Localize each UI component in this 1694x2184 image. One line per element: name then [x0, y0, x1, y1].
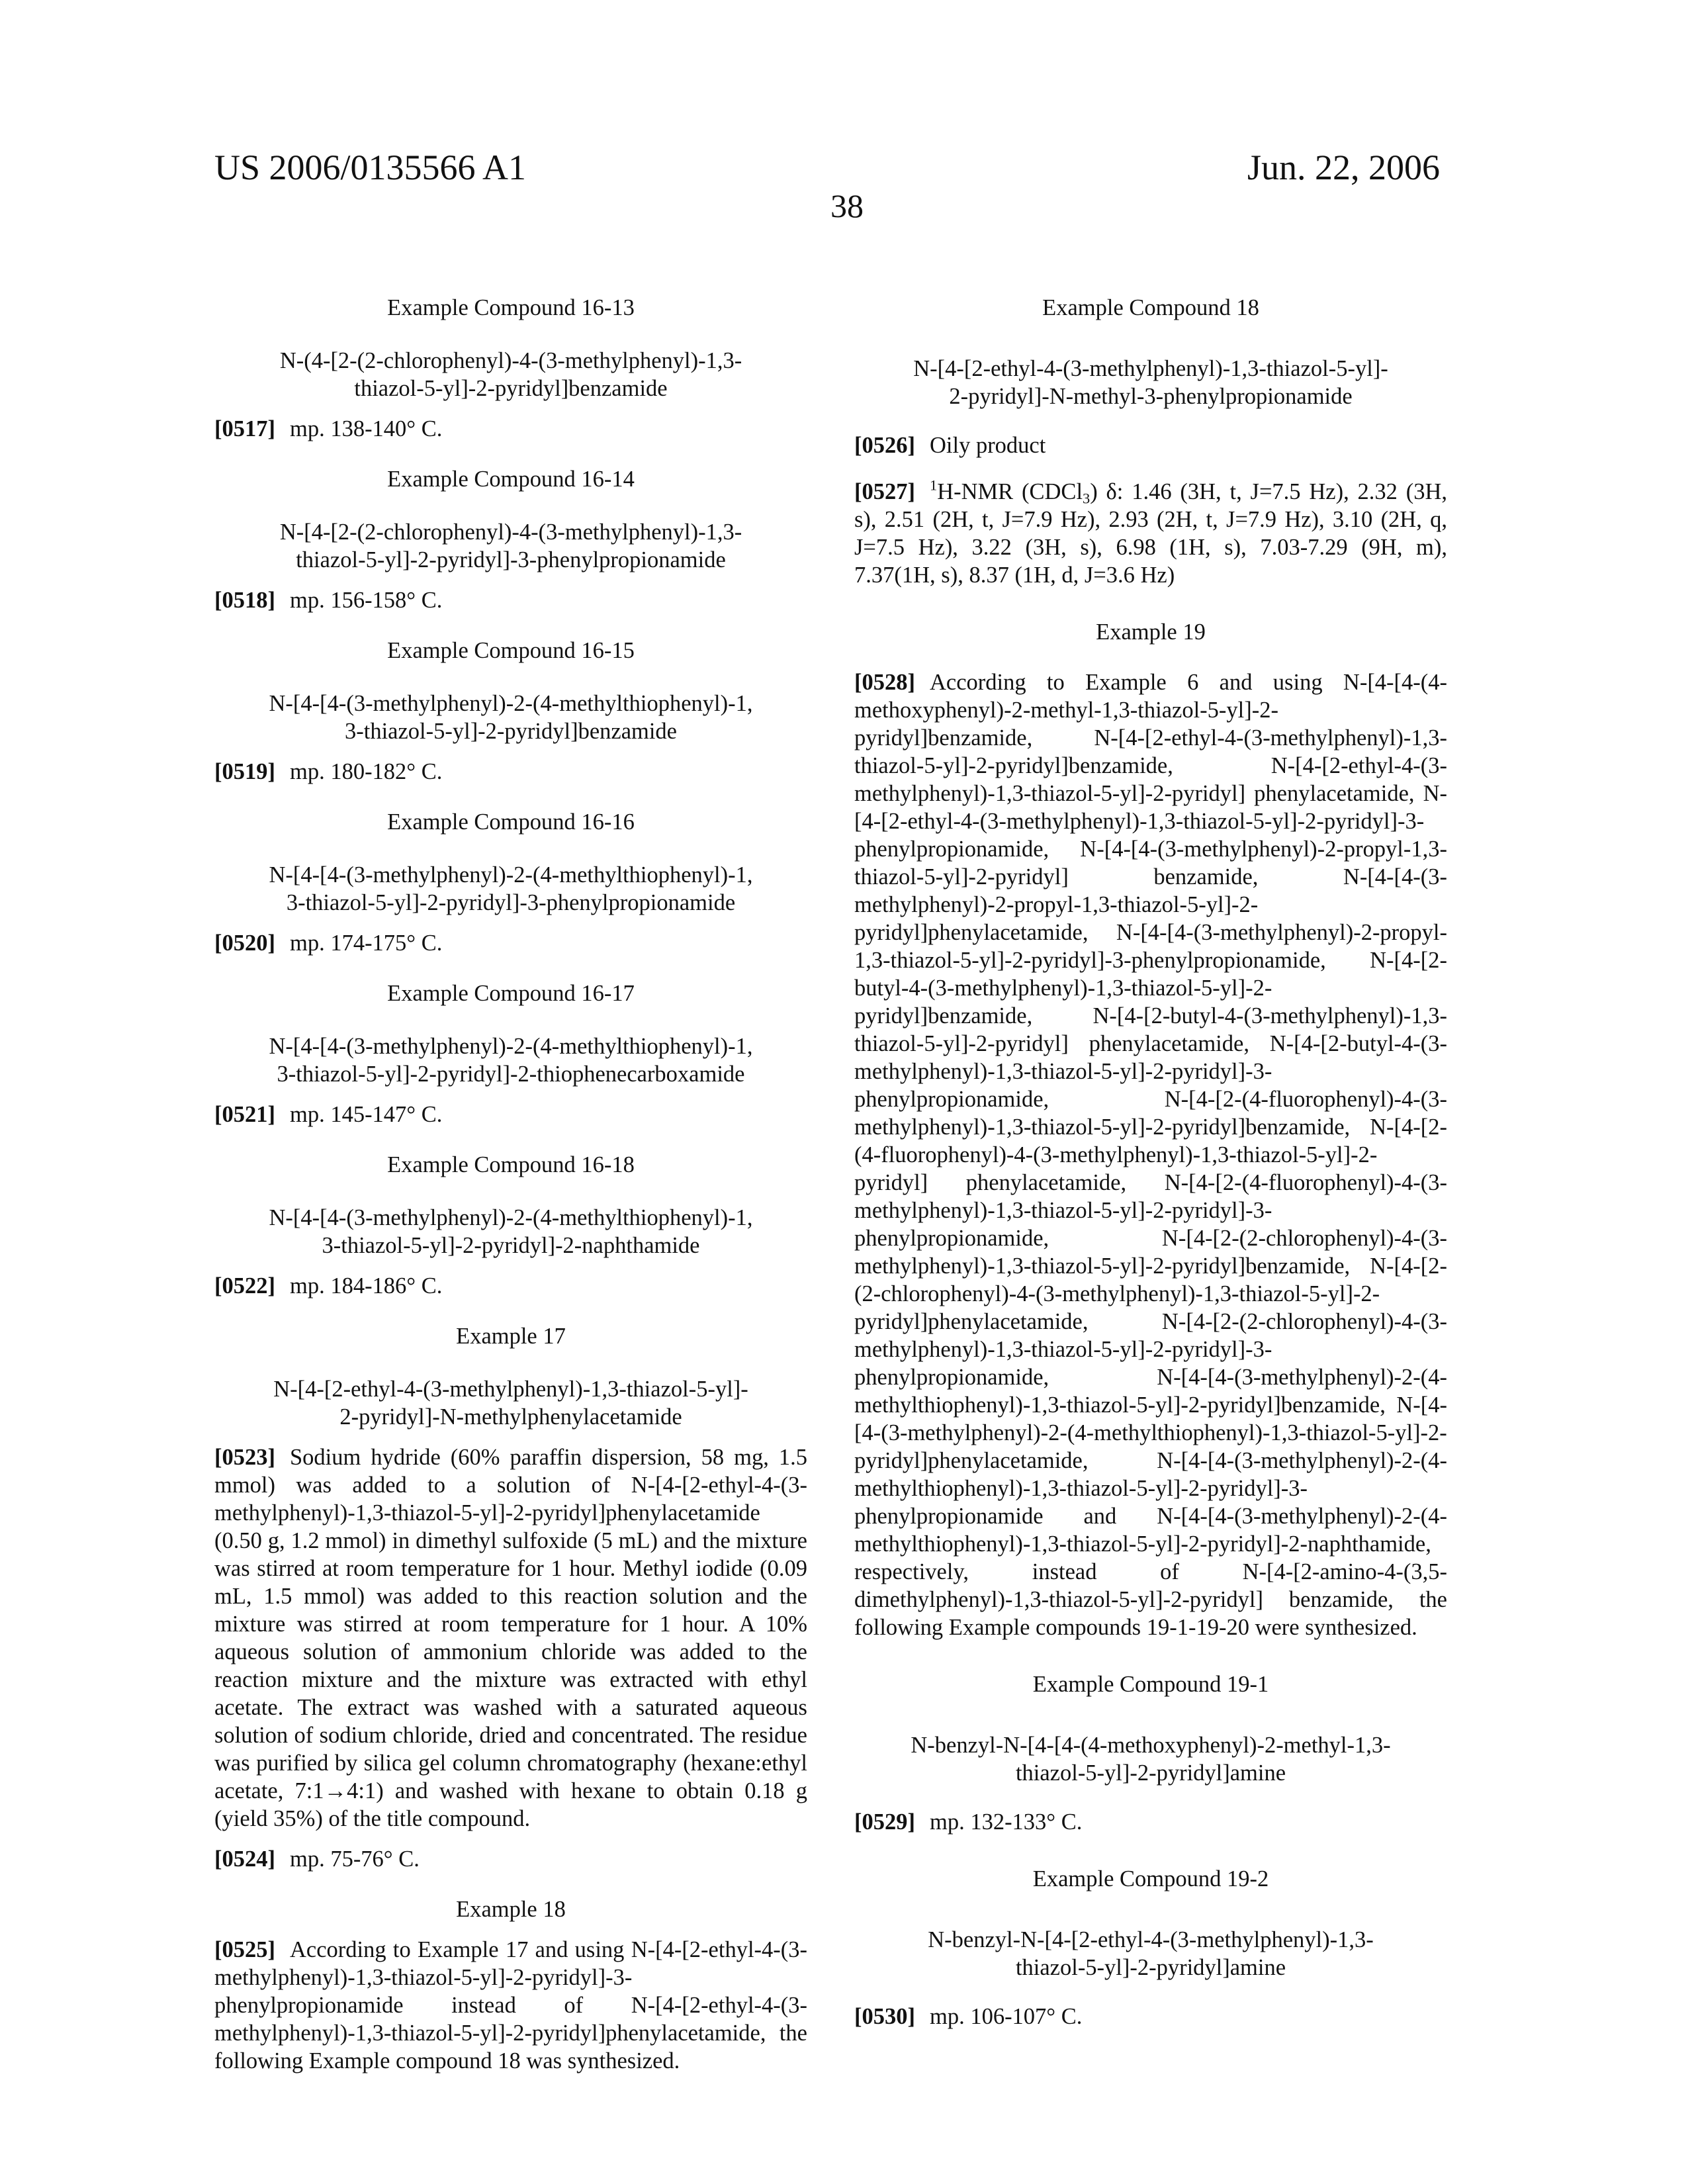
compound-name-line: N-[4-[2-ethyl-4-(3-methylphenyl)-1,3-thiazol-5-yl]-: [214, 1375, 807, 1403]
compound-name-line: N-[4-[4-(3-methylphenyl)-2-(4-methylthiophenyl)-1,: [214, 1032, 807, 1060]
publication-date: Jun. 22, 2006: [1247, 147, 1440, 188]
paragraph-number: [0523]: [214, 1445, 275, 1470]
compound-name-line: 2-pyridyl]-N-methylphenylacetamide: [214, 1403, 807, 1431]
compound-name-line: N-(4-[2-(2-chlorophenyl)-4-(3-methylphenyl)-1,3-: [214, 347, 807, 375]
nmr-prefix: H-NMR (CDCl: [937, 479, 1083, 504]
paragraph-number: [0522]: [214, 1273, 275, 1298]
paragraph: [214, 929, 807, 957]
section-heading: Example 19: [854, 618, 1447, 646]
paragraph-text: mp. 145-147° C.: [290, 1102, 442, 1127]
paragraph-number: [0528]: [854, 670, 915, 695]
compound-name-line: N-[4-[4-(3-methylphenyl)-2-(4-methylthiophenyl)-1,: [214, 861, 807, 889]
section-heading: Example Compound 16-16: [214, 808, 807, 836]
compound-name-line: 3-thiazol-5-yl]-2-pyridyl]benzamide: [214, 717, 807, 745]
compound-name: [214, 1032, 807, 1088]
compound-name-line: N-benzyl-N-[4-[2-ethyl-4-(3-methylphenyl)-1,3-: [854, 1926, 1447, 1954]
paragraph-number: [0521]: [214, 1102, 275, 1127]
compound-name-line: N-[4-[2-(2-chlorophenyl)-4-(3-methylphenyl)-1,3-: [214, 518, 807, 546]
paragraph: [214, 758, 807, 786]
compound-name: [214, 1375, 807, 1431]
section-heading: Example Compound 16-13: [214, 294, 807, 322]
paragraph: [854, 432, 1447, 459]
paragraph: [854, 1808, 1447, 1836]
compound-name: [854, 1731, 1447, 1787]
compound-name-line: N-[4-[4-(3-methylphenyl)-2-(4-methylthiophenyl)-1,: [214, 1204, 807, 1232]
paragraph-text: mp. 132-133° C.: [930, 1809, 1082, 1835]
paragraph-text: mp. 184-186° C.: [290, 1273, 442, 1298]
compound-name-line: N-[4-[4-(3-methylphenyl)-2-(4-methylthiophenyl)-1,: [214, 690, 807, 717]
compound-name-line: N-[4-[2-ethyl-4-(3-methylphenyl)-1,3-thiazol-5-yl]-: [854, 355, 1447, 383]
compound-name: [854, 1926, 1447, 1981]
paragraph: [214, 1845, 807, 1873]
paragraph-number: [0519]: [214, 759, 275, 784]
paragraph-number: [0520]: [214, 931, 275, 956]
paragraph-text: mp. 174-175° C.: [290, 931, 442, 956]
paragraph: [214, 586, 807, 614]
section-heading: Example Compound 16-14: [214, 465, 807, 493]
nmr-data: ) δ: 1.46 (3H, t, J=7.5 Hz), 2.32 (3H, s), 2.51 (2H, t, J=7.9 Hz), 2.93 (2H, t, J=7.9 Hz), 3.10 (2H, q, J=7.5 Hz), 3.22 (3H, s), 6.98 (1H, s), 7.03-7.29 (9H, m), 7.37(1H, s), 8.37 (1H, d, J=3.6 Hz): [854, 479, 1447, 588]
section-heading: Example Compound 19-1: [854, 1670, 1447, 1698]
compound-name: [854, 355, 1447, 410]
paragraph-text: mp. 75-76° C.: [290, 1846, 420, 1872]
compound-name-line: thiazol-5-yl]-2-pyridyl]amine: [854, 1954, 1447, 1981]
section-heading: Example 18: [214, 1895, 807, 1923]
paragraph-text: According to Example 17 and using N-[4-[2-ethyl-4-(3-methylphenyl)-1,3-thiazol-5-yl]-2-pyridyl]-3-phenylpropionamide instead of N-[4-[2-ethyl-4-(3-methylphenyl)-1,3-thiazol-5-yl]-2-pyridyl]phenylacetamide, the following Example compound 18 was synthesized.: [214, 1937, 807, 2073]
section-heading: Example 17: [214, 1322, 807, 1350]
compound-name-line: 3-thiazol-5-yl]-2-pyridyl]-3-phenylpropionamide: [214, 889, 807, 917]
publication-number: US 2006/0135566 A1: [214, 147, 526, 188]
paragraph: [854, 2003, 1447, 2030]
paragraph: [214, 1101, 807, 1128]
compound-name-line: 3-thiazol-5-yl]-2-pyridyl]-2-naphthamide: [214, 1232, 807, 1259]
paragraph-text: According to Example 6 and using N-[4-[4-(4-methoxyphenyl)-2-methyl-1,3-thiazol-5-yl]-2-pyridyl]benzamide, N-[4-[2-ethyl-4-(3-methylphenyl)-1,3-thiazol-5-yl]-2-pyridyl]benzamide, N-[4-[2-ethyl-4-(3-methylphenyl)-1,3-thiazol-5-yl]-2-pyridyl] phenylacetamide, N-[4-[2-ethyl-4-(3-methylphenyl)-1,3-thiazol-5-yl]-2-pyridyl]-3-phenylpropionamide, N-[4-[4-(3-methylphenyl)-2-propyl-1,3-thiazol-5-yl]-2-pyridyl] benzamide, N-[4-[4-(3-methylphenyl)-2-propyl-1,3-thiazol-5-yl]-2-pyridyl]phenylacetamide, N-[4-[4-(3-methylphenyl)-2-propyl-1,3-thiazol-5-yl]-2-pyridyl]-3-phenylpropionamide, N-[4-[2-butyl-4-(3-methylphenyl)-1,3-thiazol-5-yl]-2-pyridyl]benzamide, N-[4-[2-butyl-4-(3-methylphenyl)-1,3-thiazol-5-yl]-2-pyridyl] phenylacetamide, N-[4-[2-butyl-4-(3-methylphenyl)-1,3-thiazol-5-yl]-2-pyridyl]-3-phenylpropionamide, N-[4-[2-(4-fluorophenyl)-4-(3-methylphenyl)-1,3-thiazol-5-yl]-2-pyridyl]benzamide, N-[4-[2-(4-fluorophenyl)-4-(3-methylphenyl)-1,3-thiazol-5-yl]-2-pyridyl] phenylacetamide, N-[4-[2-(4-fluorophenyl)-4-(3-methylphenyl)-1,3-thiazol-5-yl]-2-pyridyl]-3-phenylpropionamide, N-[4-[2-(2-chlorophenyl)-4-(3-methylphenyl)-1,3-thiazol-5-yl]-2-pyridyl]benzamide, N-[4-[2-(2-chlorophenyl)-4-(3-methylphenyl)-1,3-thiazol-5-yl]-2-pyridyl]phenylacetamide, N-[4-[2-(2-chlorophenyl)-4-(3-methylphenyl)-1,3-thiazol-5-yl]-2-pyridyl]-3-phenylpropionamide, N-[4-[4-(3-methylphenyl)-2-(4-methylthiophenyl)-1,3-thiazol-5-yl]-2-pyridyl]benzamide, N-[4-[4-(3-methylphenyl)-2-(4-methylthiophenyl)-1,3-thiazol-5-yl]-2-pyridyl]phenylacetamide, N-[4-[4-(3-methylphenyl)-2-(4-methylthiophenyl)-1,3-thiazol-5-yl]-2-pyridyl]-3-phenylpropionamide and N-[4-[4-(3-methylphenyl)-2-(4-methylthiophenyl)-1,3-thiazol-5-yl]-2-pyridyl]-2-naphthamide, respectively, instead of N-[4-[2-amino-4-(3,5-dimethylphenyl)-1,3-thiazol-5-yl]-2-pyridyl] benzamide, the following Example compounds 19-1-19-20 were synthesized.: [854, 670, 1447, 1640]
paragraph: [214, 1272, 807, 1300]
compound-name: [214, 1204, 807, 1259]
compound-name-line: 3-thiazol-5-yl]-2-pyridyl]-2-thiophenecarboxamide: [214, 1060, 807, 1088]
section-heading: Example Compound 19-2: [854, 1865, 1447, 1893]
compound-name: [214, 347, 807, 402]
nmr-paragraph: [854, 478, 1447, 589]
paragraph: [214, 1936, 807, 2075]
page-number: 38: [0, 187, 1694, 225]
paragraph-number: [0526]: [854, 433, 915, 458]
paragraph-text: mp. 138-140° C.: [290, 416, 442, 441]
compound-name: [214, 861, 807, 917]
paragraph-text: mp. 180-182° C.: [290, 759, 442, 784]
paragraph-number: [0517]: [214, 416, 275, 441]
paragraph: [214, 1443, 807, 1833]
compound-name: [214, 518, 807, 574]
compound-name: [214, 690, 807, 745]
compound-name-line: 2-pyridyl]-N-methyl-3-phenylpropionamide: [854, 383, 1447, 410]
section-heading: Example Compound 18: [854, 294, 1447, 322]
paragraph-number: [0527]: [854, 479, 915, 504]
paragraph-text: Sodium hydride (60% paraffin dispersion, 58 mg, 1.5 mmol) was added to a solution of N-[4-[2-ethyl-4-(3-methylphenyl)-1,3-thiazol-5-yl]-2-pyridyl]phenylacetamide (0.50 g, 1.2 mmol) in dimethyl sulfoxide (5 mL) and the mixture was stirred at room temperature for 1 hour. Methyl iodide (0.09 mL, 1.5 mmol) was added to this reaction solution and the mixture was stirred at room temperature for 1 hour. A 10% aqueous solution of ammonium chloride was added to the reaction mixture and the mixture was extracted with ethyl acetate. The extract was washed with a saturated aqueous solution of sodium chloride, dried and concentrated. The residue was purified by silica gel column chromatography (hexane:ethyl acetate, 7:1→4:1) and washed with hexane to obtain 0.18 g (yield 35%) of the title compound.: [214, 1445, 807, 1831]
nmr-subscript: 3: [1083, 490, 1090, 507]
section-heading: Example Compound 16-15: [214, 637, 807, 664]
paragraph-number: [0530]: [854, 2004, 915, 2029]
compound-name-line: thiazol-5-yl]-2-pyridyl]benzamide: [214, 375, 807, 402]
paragraph: [854, 668, 1447, 1641]
compound-name-line: thiazol-5-yl]-2-pyridyl]amine: [854, 1759, 1447, 1787]
paragraph: [214, 415, 807, 443]
paragraph-number: [0529]: [854, 1809, 915, 1835]
compound-name-line: thiazol-5-yl]-2-pyridyl]-3-phenylpropionamide: [214, 546, 807, 574]
section-heading: Example Compound 16-18: [214, 1151, 807, 1179]
right-column: [854, 294, 1447, 2030]
compound-name-line: N-benzyl-N-[4-[4-(4-methoxyphenyl)-2-methyl-1,3-: [854, 1731, 1447, 1759]
section-heading: Example Compound 16-17: [214, 979, 807, 1007]
left-column: [214, 294, 807, 2075]
paragraph-text: mp. 106-107° C.: [930, 2004, 1082, 2029]
paragraph-text: mp. 156-158° C.: [290, 588, 442, 613]
paragraph-number: [0518]: [214, 588, 275, 613]
nmr-isotope-superscript: 1: [930, 477, 937, 494]
paragraph-number: [0525]: [214, 1937, 275, 1962]
paragraph-text: Oily product: [930, 433, 1046, 458]
paragraph-number: [0524]: [214, 1846, 275, 1872]
